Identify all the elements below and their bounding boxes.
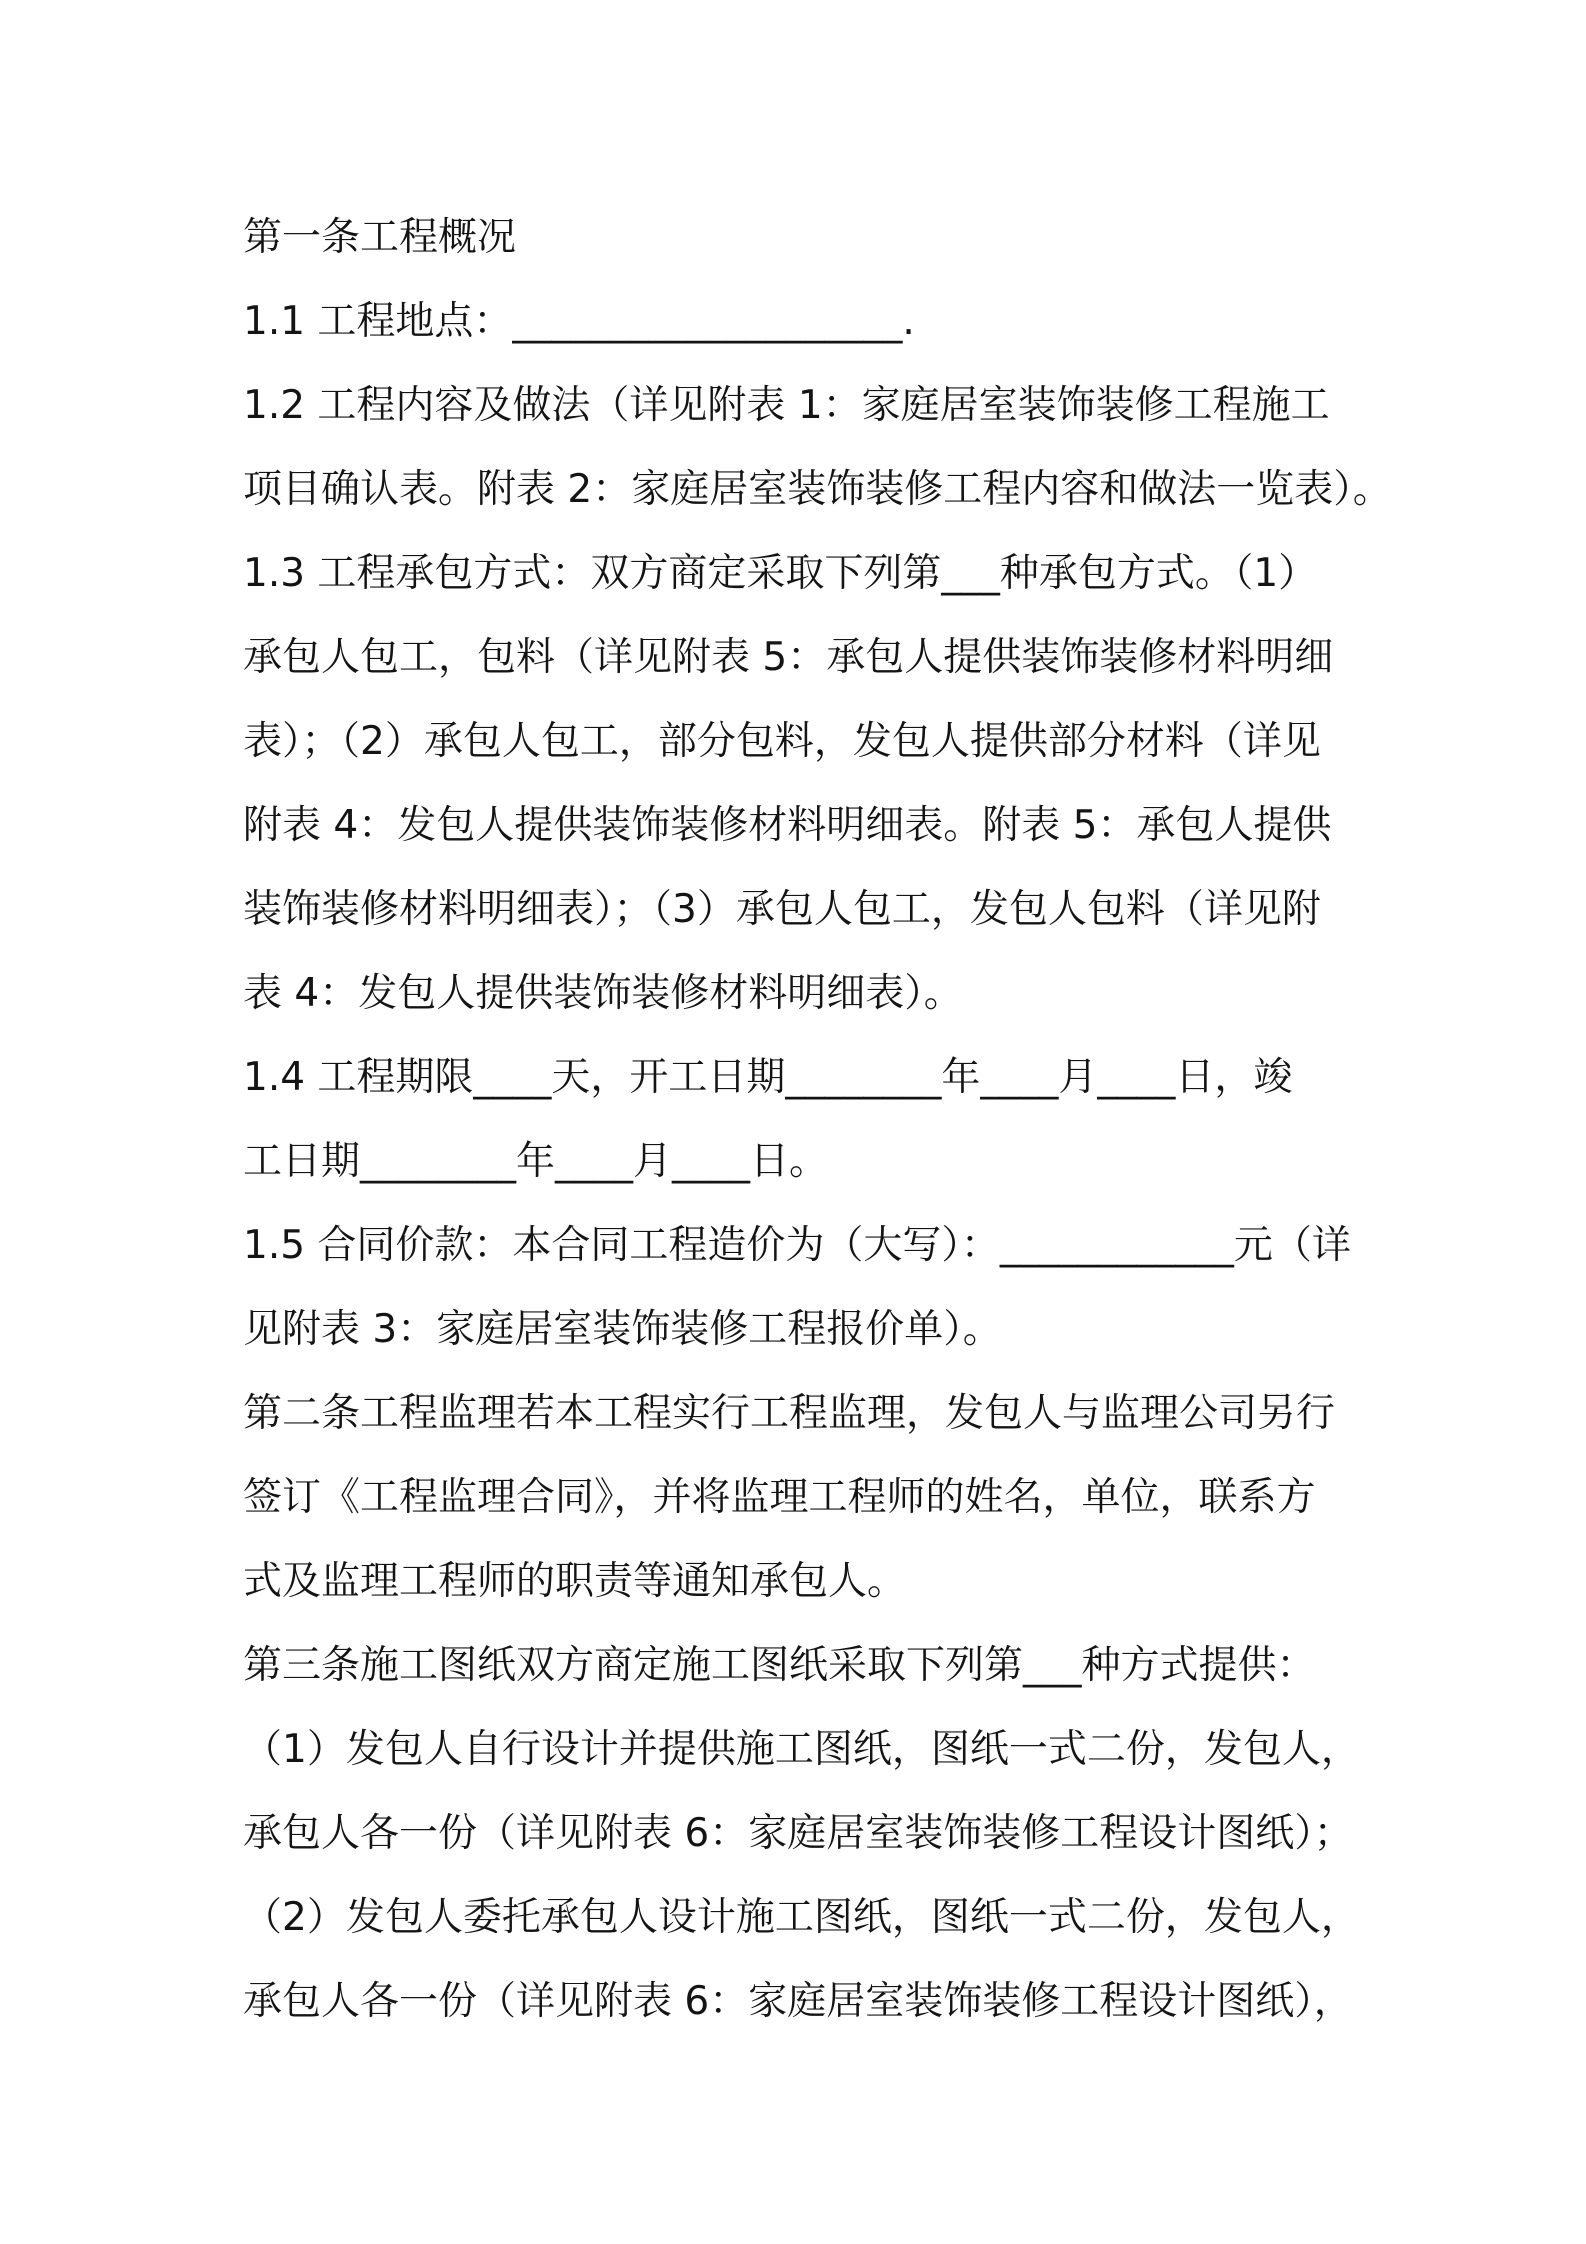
clause-1-2-text: 1.2 工程内容及做法（详见附表 1：家庭居室装饰装修工程施工 (243, 383, 1330, 428)
clause-1-3-text-cont: 承包人包工，包料（详见附表 5：承包人提供装饰装修材料明细 (243, 635, 1334, 680)
clause-1-3-text-cont: 装饰装修材料明细表）；（3）承包人包工，发包人包料（详见附 (243, 887, 1321, 932)
clause-1-3-text: 1.3 工程承包方式：双方商定采取下列第___种承包方式。（1） (243, 551, 1318, 596)
clause-1-2-text-cont: 项目确认表。附表 2：家庭居室装饰装修工程内容和做法一览表）。 (243, 467, 1392, 512)
clause-1-3-text-cont: 表 4：发包人提供装饰装修材料明细表）。 (243, 971, 963, 1016)
article-3-text: 第三条施工图纸双方商定施工图纸采取下列第___种方式提供： (243, 1643, 1316, 1688)
document-body (243, 196, 1423, 2044)
clause-1-3-text-cont: 附表 4：发包人提供装饰装修材料明细表。附表 5：承包人提供 (243, 803, 1332, 848)
clause-1-5-text-cont: 见附表 3：家庭居室装饰装修工程报价单）。 (243, 1307, 1002, 1352)
article-3-option-1: （1）发包人自行设计并提供施工图纸，图纸一式二份，发包人， (243, 1727, 1360, 1772)
clause-1-4-text-cont: 工日期________年____月____日。 (243, 1139, 829, 1184)
clause-1-4-text: 1.4 工程期限____天，开工日期________年____月____日，竣 (243, 1055, 1293, 1100)
clause-1-3-text-cont: 表）；（2）承包人包工，部分包料，发包人提供部分材料（详见 (243, 719, 1321, 764)
article-2-text: 第二条工程监理若本工程实行工程监理，发包人与监理公司另行 (243, 1391, 1336, 1436)
article-3-option-2: （2）发包人委托承包人设计施工图纸，图纸一式二份，发包人， (243, 1895, 1360, 1940)
article-2-text-cont: 签订《工程监理合同》，并将监理工程师的姓名，单位，联系方 (243, 1475, 1316, 1520)
article-3-option-1-cont: 承包人各一份（详见附表 6：家庭居室装饰装修工程设计图纸）； (243, 1811, 1353, 1856)
article-1-heading: 第一条工程概况 (243, 215, 517, 260)
article-2-text-cont: 式及监理工程师的职责等通知承包人。 (243, 1559, 907, 1604)
clause-1-5-text: 1.5 合同价款：本合同工程造价为（大写）：____________元（详 (243, 1223, 1351, 1268)
clause-1-1-text: 1.1 工程地点：____________________. (243, 299, 915, 344)
article-3-option-2-cont: 承包人各一份（详见附表 6：家庭居室装饰装修工程设计图纸）， (243, 1979, 1353, 2024)
